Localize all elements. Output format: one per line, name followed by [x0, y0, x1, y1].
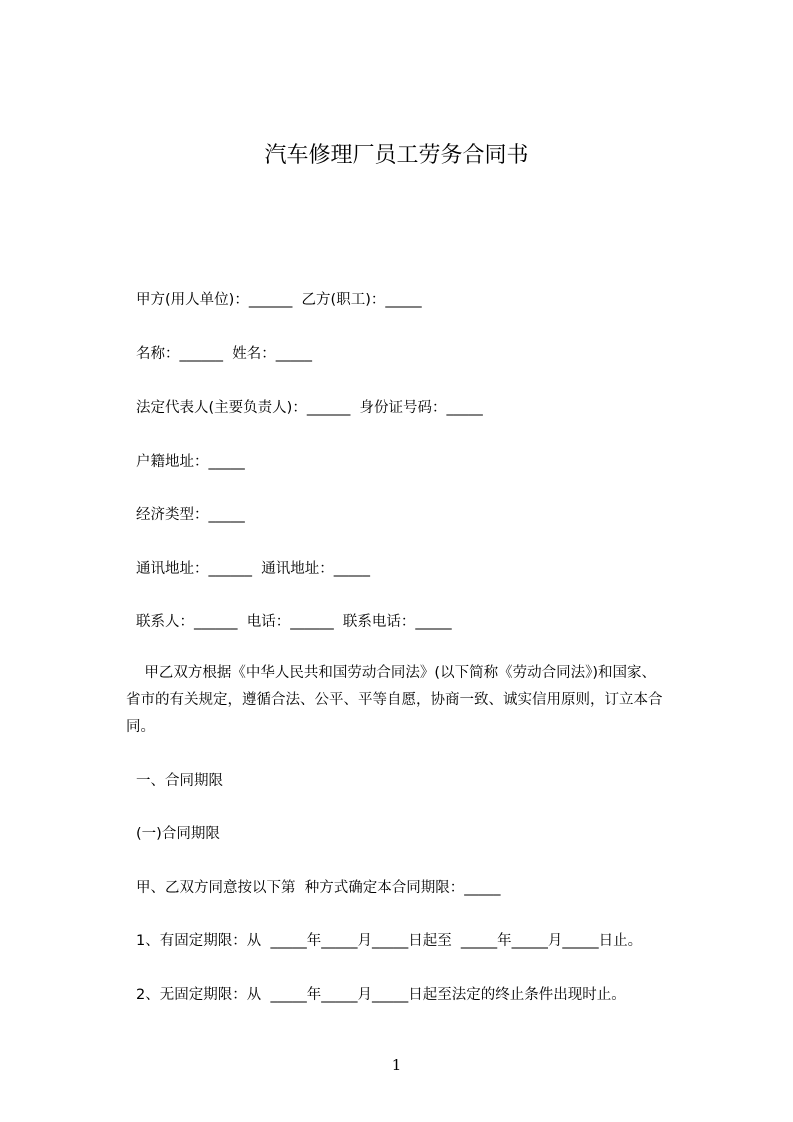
economic-type-line: 经济类型：_____: [136, 507, 245, 523]
fixed-term-option: 1、有固定期限：从 _____年_____月_____日起至 _____年_____月_____日止。: [136, 933, 643, 949]
contact-line: 联系人：______ 电话：______ 联系电话：_____: [136, 614, 452, 630]
section-heading: 一、合同期限: [136, 773, 223, 789]
intro-paragraph-row: 省市的有关规定，遵循合法、公平、平等自愿，协商一致、诚实信用原则，订立本合: [126, 692, 663, 708]
legal-rep-line: 法定代表人(主要负责人)：______ 身份证号码：_____: [136, 400, 483, 416]
party-line: 甲方(用人单位)：______ 乙方(职工)：_____: [136, 292, 422, 308]
intro-paragraph-row: 同。: [126, 719, 155, 735]
page-number: 1: [391, 1056, 402, 1074]
mailing-address-line: 通讯地址：______ 通讯地址：_____: [136, 561, 370, 577]
intro-paragraph-row: 甲乙双方根据《中华人民共和国劳动合同法》(以下简称《劳动合同法》)和国家、: [126, 665, 656, 681]
open-term-option: 2、无固定期限：从 _____年_____月_____日起至法定的终止条件出现时止。: [136, 987, 626, 1003]
household-address-line: 户籍地址：_____: [136, 454, 245, 470]
document-title: 汽车修理厂员工劳务合同书: [264, 143, 529, 168]
name-line: 名称：______ 姓名：_____: [136, 346, 312, 362]
term-choice-line: 甲、乙双方同意按以下第 种方式确定本合同期限：_____: [136, 880, 501, 896]
subsection-heading: (一)合同期限: [136, 826, 220, 842]
intro-paragraph: [126, 660, 726, 741]
